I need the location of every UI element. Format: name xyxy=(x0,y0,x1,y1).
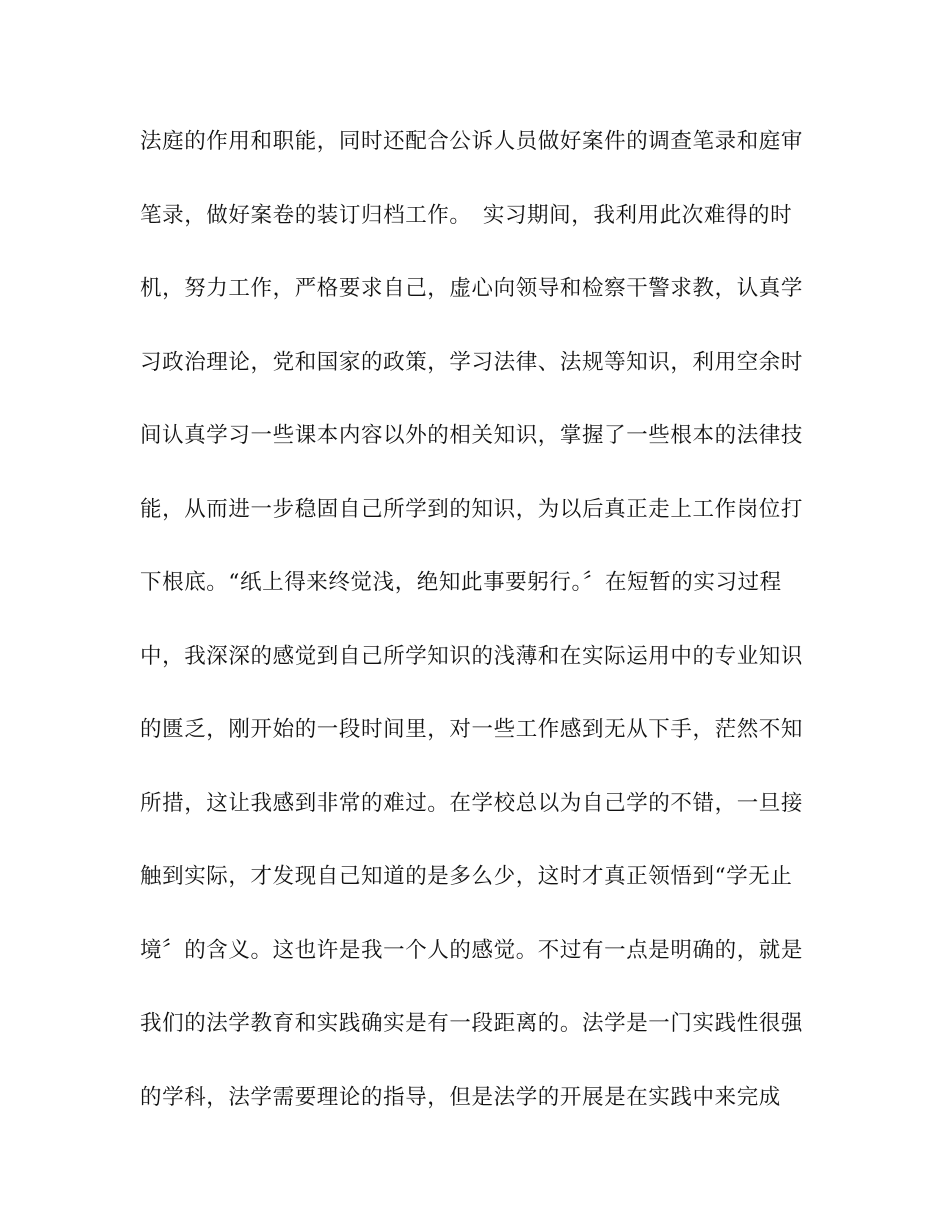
text-line: 机，努力工作，严格要求自己，虚心向领导和检察干警求教，认真学 xyxy=(140,276,804,301)
text-line: 法庭的作用和职能，同时还配合公诉人员做好案件的调查笔录和庭审 xyxy=(140,129,804,154)
body-paragraph xyxy=(140,117,810,1146)
text-line: 下根底。“纸上得来终觉浅，绝知此事要躬行。〞在短暂的实习过程 xyxy=(140,570,782,595)
text-line: 笔录，做好案卷的装订归档工作。 实习期间，我利用此次难得的时 xyxy=(140,202,793,228)
text-line: 能，从而进一步稳固自己所学到的知识，为以后真正走上工作岗位打 xyxy=(140,496,804,522)
text-line: 间认真学习一些课本内容以外的相关知识，掌握了一些根本的法律技 xyxy=(140,423,804,448)
text-line: 的匮乏，刚开始的一段时间里，对一些工作感到无从下手，茫然不知 xyxy=(140,717,804,742)
text-line: 中，我深深的感觉到自己所学知识的浅薄和在实际运用中的专业知识 xyxy=(140,643,804,669)
text-line: 所措，这让我感到非常的难过。在学校总以为自己学的不错，一旦接 xyxy=(140,790,804,816)
text-line: 的学科，法学需要理论的指导，但是法学的开展是在实践中来完成 xyxy=(140,1084,781,1110)
text-line: 习政治理论，党和国家的政策，学习法律、法规等知识，利用空余时 xyxy=(140,349,804,375)
text-line: 触到实际，才发现自己知道的是多么少，这时才真正领悟到“学无止 xyxy=(140,864,793,889)
text-line: 境〞的含义。这也许是我一个人的感觉。不过有一点是明确的，就是 xyxy=(140,937,804,963)
text-line: 我们的法学教育和实践确实是有一段距离的。法学是一门实践性很强 xyxy=(140,1011,804,1036)
